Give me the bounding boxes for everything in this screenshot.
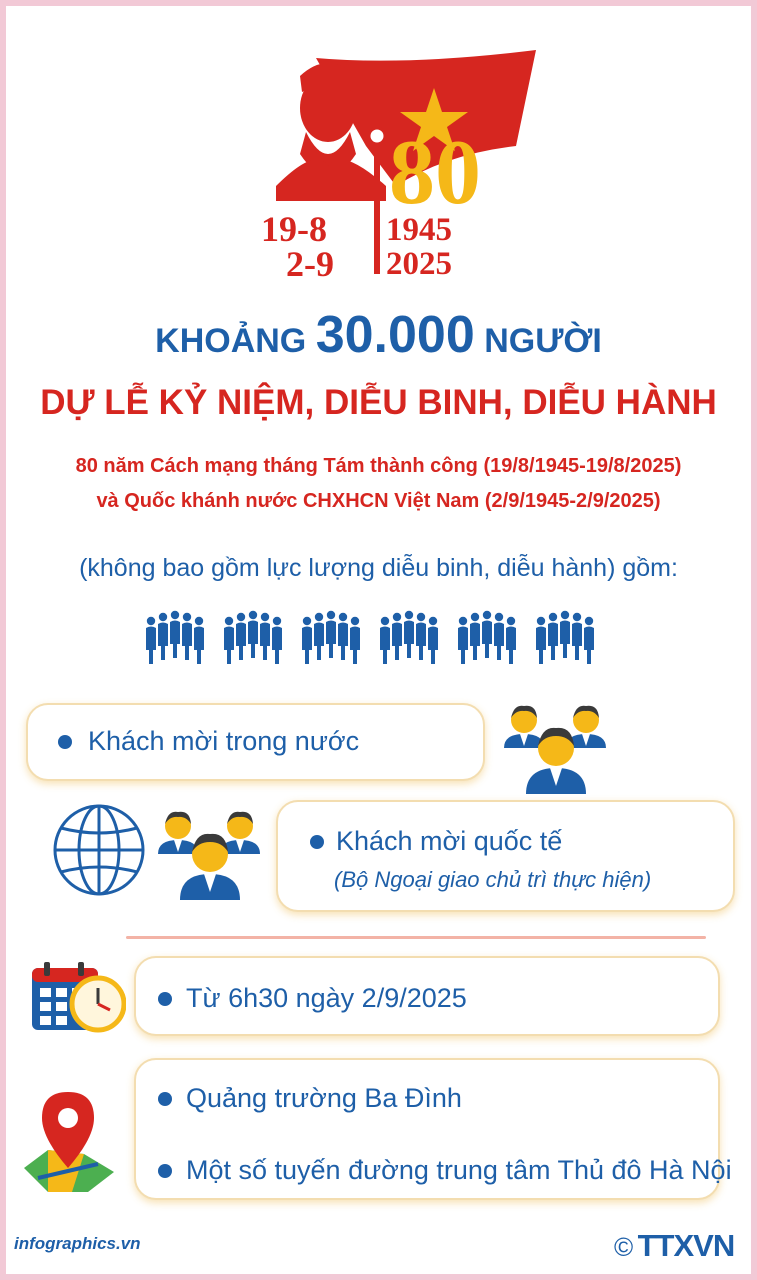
place-1-label: Quảng trường Ba Đình	[186, 1083, 462, 1113]
headline	[6, 306, 751, 366]
subtitle-line2: và Quốc khánh nước CHXHCN Việt Nam (2/9/1945-2/9/2025)	[96, 490, 661, 512]
subtitle-line1: 80 năm Cách mạng tháng Tám thành công (19/8/1945-19/8/2025)	[75, 455, 682, 477]
headline-prefix: KHOẢNG	[155, 322, 307, 360]
microphone-icon	[374, 134, 380, 274]
headline-suffix: NGƯỜI	[484, 322, 602, 360]
divider	[126, 936, 706, 939]
place-2-label: Một số tuyến đường trung tâm Thủ đô Hà Nội	[186, 1155, 732, 1185]
location-card	[134, 1058, 732, 1200]
international-guests-note: (Bộ Ngoại giao chủ trì thực hiện)	[334, 867, 652, 892]
logo-year-1: 1945	[386, 212, 452, 248]
agency-name: TTXVN	[637, 1228, 735, 1263]
bullet	[310, 835, 324, 849]
infographic-sheet	[6, 6, 751, 1274]
footer-site: infographics.vn	[14, 1234, 141, 1253]
logo-year-2: 2025	[386, 246, 452, 282]
people-group-icon	[502, 690, 610, 794]
logo-date-1: 19-8	[261, 209, 327, 249]
people-group-icon	[156, 796, 264, 900]
bullet	[158, 992, 172, 1006]
domestic-guests-card	[26, 703, 485, 781]
bullet	[158, 1164, 172, 1178]
calendar-clock-icon	[30, 958, 126, 1036]
logo-number: 80	[389, 121, 481, 223]
copyright-symbol: ©	[614, 1232, 634, 1262]
crowd-icon	[146, 610, 611, 666]
international-guests-card	[276, 800, 735, 912]
agency-logo	[614, 1228, 734, 1264]
time-card	[134, 956, 720, 1036]
domestic-guests-label: Khách mời trong nước	[88, 726, 360, 756]
attendance-note: (không bao gồm lực lượng diễu binh, diễu hành) gồm:	[79, 554, 678, 582]
bullet	[158, 1092, 172, 1106]
bullet	[58, 735, 72, 749]
map-pin-icon	[18, 1088, 118, 1194]
headline-line2: DỰ LỄ KỶ NIỆM, DIỄU BINH, DIỄU HÀNH	[40, 383, 717, 422]
logo-date-2: 2-9	[286, 244, 334, 284]
time-label: Từ 6h30 ngày 2/9/2025	[186, 983, 467, 1013]
globe-icon	[46, 802, 152, 898]
international-guests-label: Khách mời quốc tế	[336, 826, 563, 856]
headline-number: 30.000	[315, 306, 475, 364]
